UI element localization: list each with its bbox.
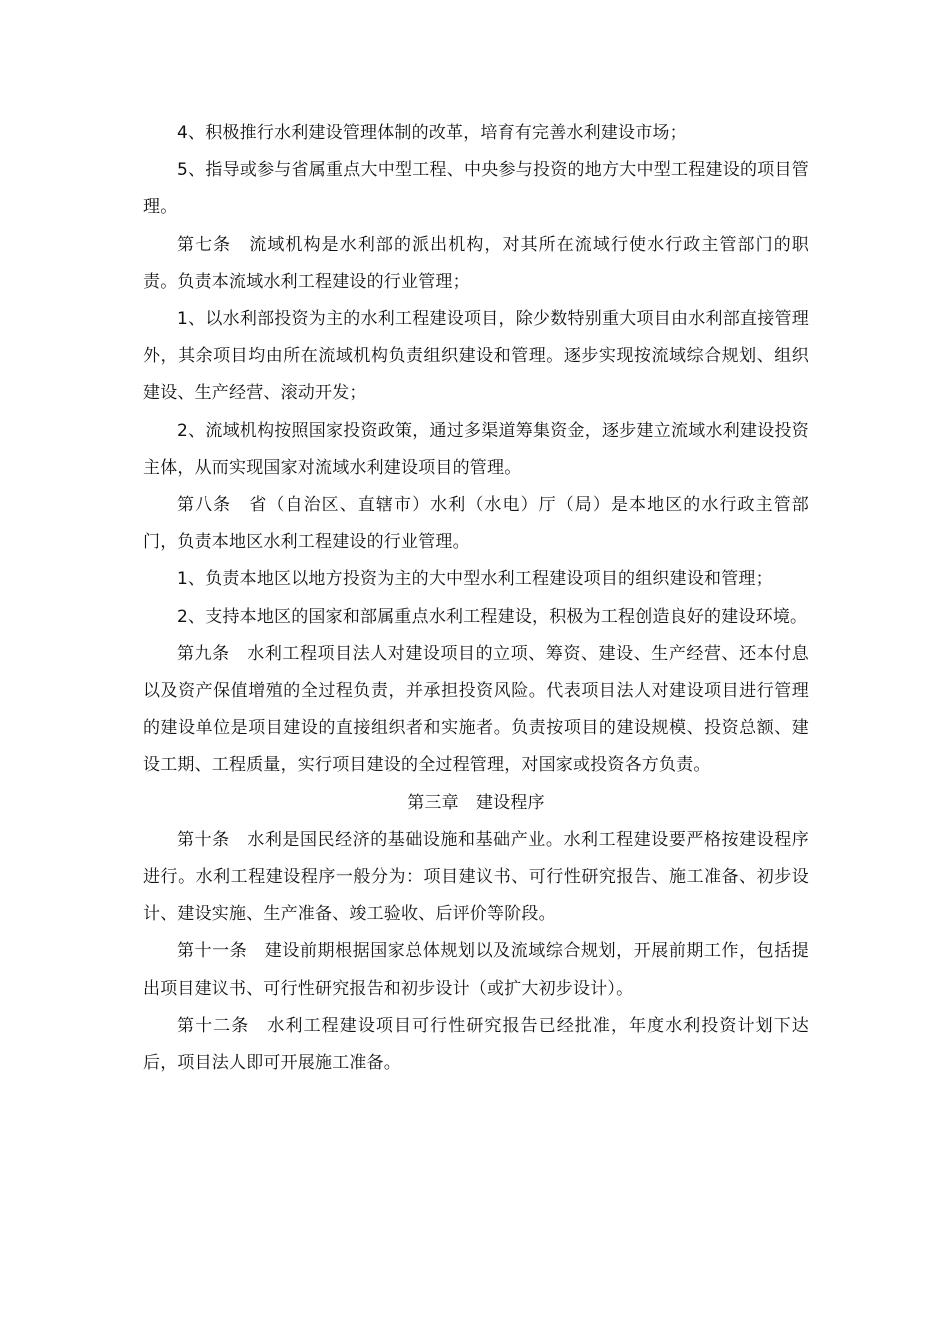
paragraph-article-8-item-1: 1、负责本地区以地方投资为主的大中型水利工程建设项目的组织建设和管理； <box>177 569 773 590</box>
paragraph-article-12: 第十二条 水利工程建设项目可行性研究报告已经批准，年度水利投资计划下达后，项目法人即可开展施工准备。 <box>143 1015 809 1074</box>
document-body <box>143 115 809 1082</box>
paragraph-article-9: 第九条 水利工程项目法人对建设项目的立项、筹资、建设、生产经营、还本付息以及资产保值增殖的全过程负责，并承担投资风险。代表项目法人对建设项目进行管理的建设单位是项目建设的直接组织者和实施者。负责按项目的建设规模、投资总额、建设工期、工程质量，实行项目建设的全过程管理，对国家或投资各方负责。 <box>143 643 809 776</box>
paragraph-article-7: 第七条 流域机构是水利部的派出机构，对其所在流域行使水行政主管部门的职责。负责本流域水利工程建设的行业管理； <box>143 234 809 292</box>
paragraph-article-7-item-2: 2、流域机构按照国家投资政策，通过多渠道筹集资金，逐步建立流域水利建设投资主体，从而实现国家对流域水利建设项目的管理。 <box>143 420 809 478</box>
chapter-heading: 第三章 建设程序 <box>407 792 545 813</box>
paragraph-article-10: 第十条 水利是国民经济的基础设施和基础产业。水利工程建设要严格按建设程序进行。水利工程建设程序一般分为：项目建议书、可行性研究报告、施工准备、初步设计、建设实施、生产准备、竣工验收、后评价等阶段。 <box>143 829 809 925</box>
paragraph-item-4: 4、积极推行水利建设管理体制的改革，培育有完善水利建设市场； <box>177 123 687 143</box>
paragraph-article-7-item-1: 1、以水利部投资为主的水利工程建设项目，除少数特别重大项目由水利部直接管理外，其余项目均由所在流域机构负责组织建设和管理。逐步实现按流域综合规划、组织建设、生产经营、滚动开发； <box>143 309 809 404</box>
paragraph-article-11: 第十一条 建设前期根据国家总体规划以及流域综合规划，开展前期工作，包括提出项目建议书、可行性研究报告和初步设计（或扩大初步设计）。 <box>143 941 809 999</box>
paragraph-article-8-item-2: 2、支持本地区的国家和部属重点水利工程建设，积极为工程创造良好的建设环境。 <box>177 606 808 627</box>
paragraph-article-8: 第八条 省（自治区、直辖市）水利（水电）厅（局）是本地区的水行政主管部门，负责本地区水利工程建设的行业管理。 <box>143 495 809 553</box>
paragraph-item-5: 5、指导或参与省属重点大中型工程、中央参与投资的地方大中型工程建设的项目管理。 <box>143 160 809 218</box>
